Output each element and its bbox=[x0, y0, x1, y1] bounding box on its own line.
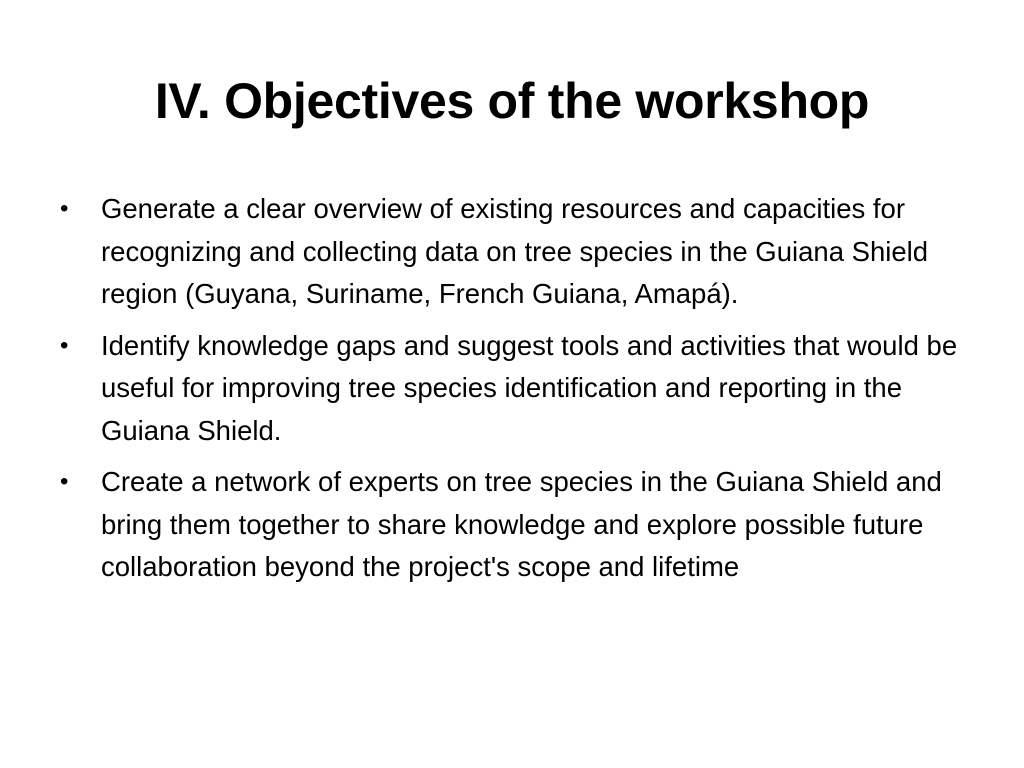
list-item bbox=[60, 461, 960, 589]
bullet-text: Create a network of experts on tree species in the Guiana Shield and bring them together to share knowledge and explore possible future collaboration beyond the project's scope and lifetime bbox=[101, 466, 942, 582]
list-item bbox=[60, 325, 960, 453]
bullet-icon: • bbox=[60, 468, 69, 495]
bullet-text: Identify knowledge gaps and suggest tools and activities that would be useful for improving tree species identification and reporting in the Guiana Shield. bbox=[101, 329, 958, 446]
slide-title: IV. Objectives of the workshop bbox=[154, 73, 870, 129]
bullet-list bbox=[60, 188, 960, 598]
bullet-text: Generate a clear overview of existing resources and capacities for recognizing and collecting data on tree species in the Guiana Shield region (Guyana, Suriname, French Guiana, Amapá). bbox=[101, 193, 929, 309]
list-item bbox=[60, 188, 960, 316]
bullet-icon: • bbox=[60, 331, 69, 359]
bullet-icon: • bbox=[60, 195, 69, 222]
